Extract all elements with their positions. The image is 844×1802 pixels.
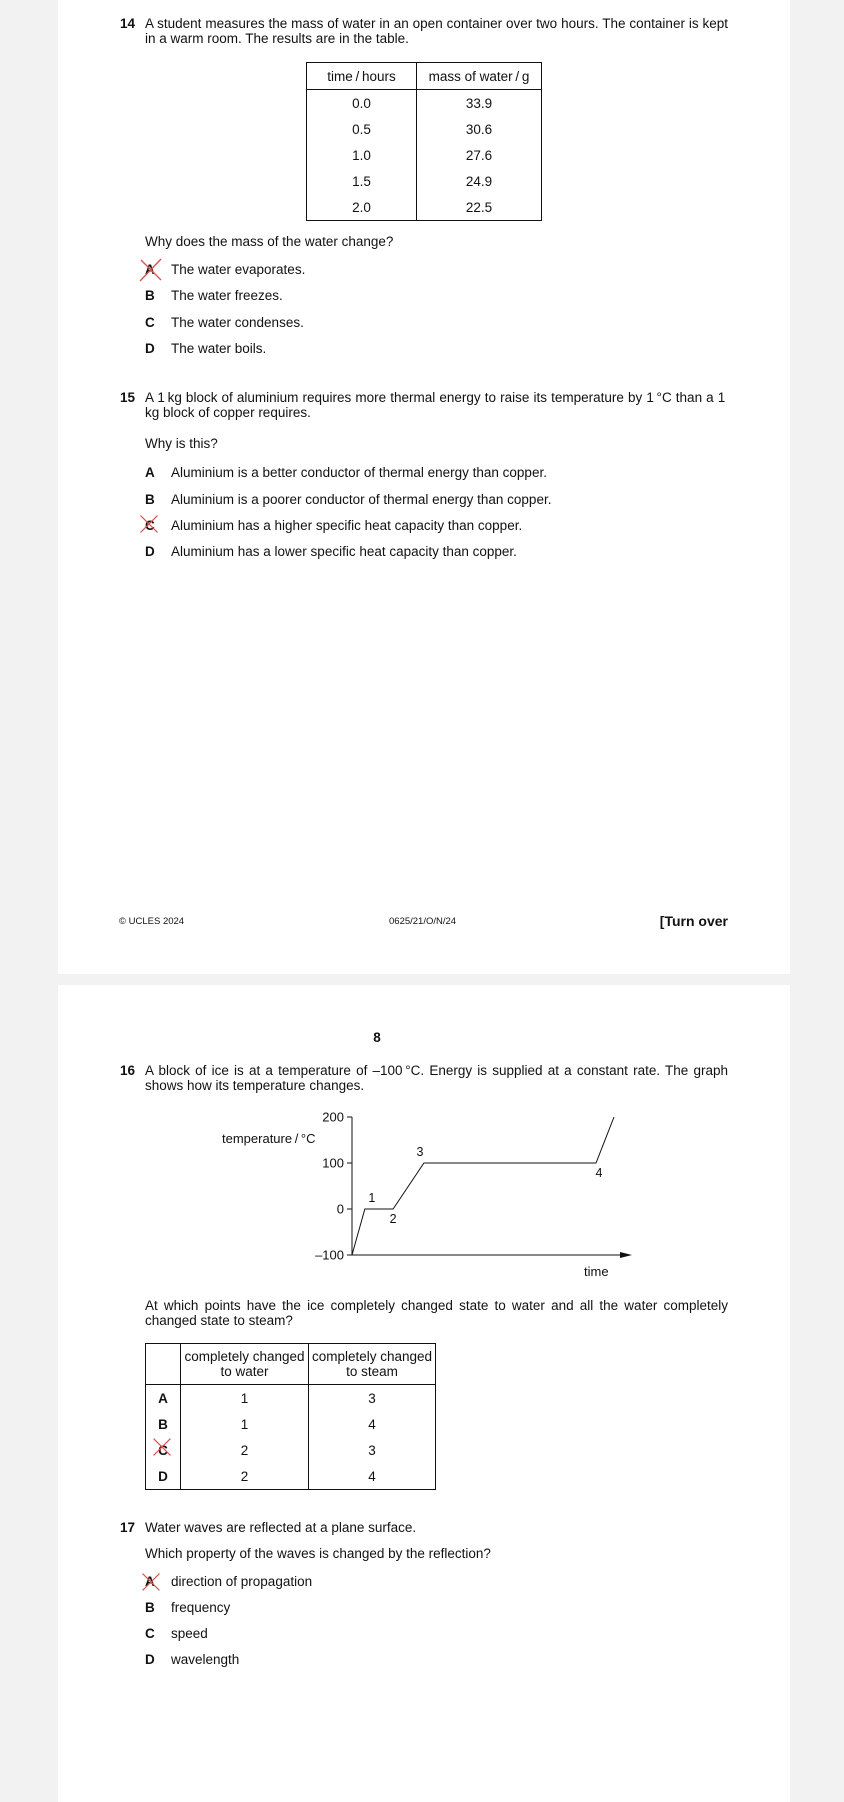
q15-option-c-letter[interactable]: C	[145, 518, 155, 533]
q17-option-b-letter[interactable]: B	[145, 1600, 155, 1615]
q16-header-blank	[146, 1344, 181, 1385]
table-cell: 1	[181, 1411, 309, 1437]
q17-option-c-text: speed	[171, 1626, 208, 1641]
q15-number: 15	[120, 390, 136, 405]
graph-y-tick-label: 100	[322, 1155, 344, 1171]
q17-stem: Water waves are reflected at a plane surface.	[145, 1520, 417, 1535]
q15-option-a-letter[interactable]: A	[145, 465, 155, 480]
cross-mark-icon	[140, 1570, 162, 1594]
q14-option-d-letter[interactable]: D	[145, 341, 155, 356]
table-cell: 3	[309, 1437, 436, 1463]
q17-option-a-text: direction of propagation	[171, 1574, 313, 1589]
q14-table	[306, 62, 542, 221]
table-cell: 3	[309, 1385, 436, 1412]
graph-y-axis-label: temperature / °C	[222, 1131, 316, 1146]
table-cell: 30.6	[417, 116, 542, 142]
q14-option-a-text: The water evaporates.	[171, 262, 306, 277]
q17-number: 17	[120, 1520, 136, 1535]
q17-question: Which property of the waves is changed by the reflection?	[145, 1546, 491, 1561]
table-row	[307, 194, 542, 221]
q15-option-d-letter[interactable]: D	[145, 544, 155, 559]
table-cell: 0.5	[307, 116, 417, 142]
q16-option-c-letter[interactable]: C	[146, 1437, 181, 1463]
table-cell: 0.0	[307, 90, 417, 117]
graph-point-label: 3	[416, 1145, 424, 1159]
graph-y-tick-label: –100	[315, 1247, 344, 1263]
graph-point-label: 4	[595, 1166, 603, 1180]
cross-mark-icon	[138, 257, 164, 283]
table-cell: 4	[309, 1463, 436, 1490]
page-number: 8	[373, 1030, 381, 1045]
q17-option-a-letter[interactable]: A	[145, 1574, 155, 1589]
q16-question: At which points have the ice completely changed state to water and all the water completely changed state to steam?	[145, 1298, 728, 1328]
q16-option-b-letter[interactable]: B	[146, 1411, 181, 1437]
temperature-time-graph	[58, 985, 790, 1285]
table-cell: 2	[181, 1437, 309, 1463]
table-row	[307, 168, 542, 194]
q15-stem: A 1 kg block of aluminium requires more thermal energy to raise its temperature by 1 °C than a 1 kg block of copper requires.	[145, 390, 728, 420]
table-row	[146, 1437, 436, 1463]
table-row	[146, 1463, 436, 1490]
q14-header-mass: mass of water / g	[417, 63, 542, 90]
table-cell: 2	[181, 1463, 309, 1490]
graph-point-label: 1	[368, 1191, 376, 1205]
table-row	[307, 142, 542, 168]
q14-option-c-text: The water condenses.	[171, 315, 304, 330]
cross-mark-icon	[138, 513, 160, 535]
turn-over: [Turn over	[659, 913, 728, 929]
table-row	[146, 1411, 436, 1437]
q15-option-a-text: Aluminium is a better conductor of thermal energy than copper.	[171, 465, 547, 480]
graph-point-label: 2	[389, 1212, 397, 1226]
q14-option-c-letter[interactable]: C	[145, 315, 155, 330]
exam-page-1	[58, 0, 790, 974]
table-cell: 22.5	[417, 194, 542, 221]
graph-series-line	[352, 1117, 614, 1255]
q14-stem: A student measures the mass of water in an open container over two hours. The container is kept in a warm room. The results are in the table.	[145, 16, 728, 46]
graph-x-axis-label: time	[584, 1264, 609, 1279]
graph-y-tick-label: 0	[336, 1201, 344, 1217]
q14-option-b-text: The water freezes.	[171, 288, 283, 303]
q16-header-steam: completely changed to steam	[309, 1344, 436, 1385]
table-cell: 27.6	[417, 142, 542, 168]
q14-header-time: time / hours	[307, 63, 417, 90]
q16-table	[145, 1343, 436, 1490]
cross-mark-icon	[151, 1436, 173, 1458]
q16-header-water: completely changed to water	[181, 1344, 309, 1385]
q17-option-d-text: wavelength	[171, 1652, 240, 1667]
table-cell: 1	[181, 1385, 309, 1412]
q15-option-b-letter[interactable]: B	[145, 492, 155, 507]
table-cell: 24.9	[417, 168, 542, 194]
q15-option-b-text: Aluminium is a poorer conductor of thermal energy than copper.	[171, 492, 552, 507]
q15-option-c-text: Aluminium has a higher specific heat capacity than copper.	[171, 518, 523, 533]
q15-option-d-text: Aluminium has a lower specific heat capacity than copper.	[171, 544, 517, 559]
graph-y-tick-label: 200	[322, 1109, 344, 1125]
q14-number: 14	[120, 16, 136, 31]
table-cell: 1.0	[307, 142, 417, 168]
q14-option-a-letter[interactable]: A	[145, 262, 155, 277]
table-cell: 33.9	[417, 90, 542, 117]
q16-option-a-letter[interactable]: A	[146, 1385, 181, 1412]
q17-option-d-letter[interactable]: D	[145, 1652, 155, 1667]
footer-code: 0625/21/O/N/24	[389, 916, 457, 927]
table-row	[146, 1385, 436, 1412]
q15-question: Why is this?	[145, 436, 218, 451]
q17-option-c-letter[interactable]: C	[145, 1626, 155, 1641]
q14-option-d-text: The water boils.	[171, 341, 267, 356]
q16-stem: A block of ice is at a temperature of –100 °C. Energy is supplied at a constant rate. The graph shows how its temperature changes.	[145, 1063, 728, 1093]
q16-number: 16	[120, 1063, 136, 1078]
table-row	[307, 90, 542, 117]
q14-question: Why does the mass of the water change?	[145, 234, 394, 249]
table-row	[307, 116, 542, 142]
q16-option-d-letter[interactable]: D	[146, 1463, 181, 1490]
graph-x-axis-arrow	[620, 1252, 632, 1258]
exam-page-2	[58, 985, 790, 1802]
q17-option-b-text: frequency	[171, 1600, 231, 1615]
table-cell: 4	[309, 1411, 436, 1437]
q14-option-b-letter[interactable]: B	[145, 288, 155, 303]
table-cell: 1.5	[307, 168, 417, 194]
table-cell: 2.0	[307, 194, 417, 221]
footer-copyright: © UCLES 2024	[119, 916, 185, 927]
